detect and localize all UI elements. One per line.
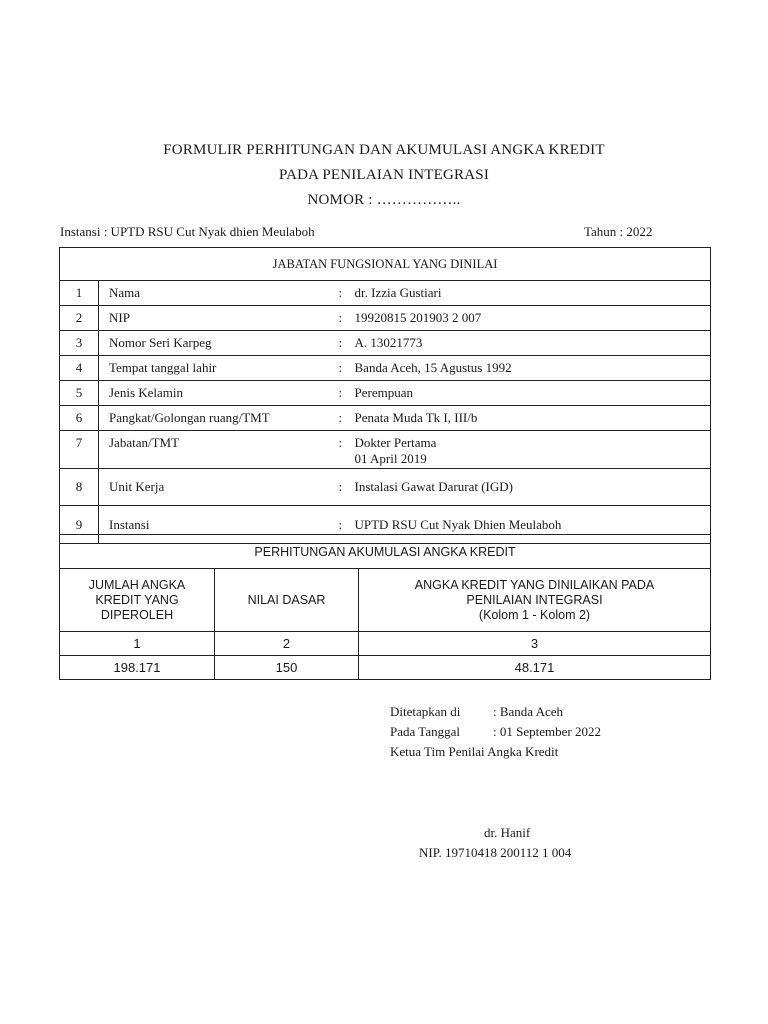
row-value: : 19920815 201903 2 007 bbox=[339, 306, 711, 331]
value-row bbox=[60, 656, 711, 680]
row-value-text-2: 01 April 2019 bbox=[354, 451, 427, 466]
tanggal-label: Pada Tanggal bbox=[390, 724, 460, 739]
col-header-line: PENILAIAN INTEGRASI bbox=[466, 592, 603, 607]
row-value: : Penata Muda Tk I, III/b bbox=[339, 406, 711, 431]
tanggal-line bbox=[390, 724, 601, 740]
row-value: : UPTD RSU Cut Nyak Dhien Meulaboh bbox=[339, 506, 711, 544]
col-header-jumlah bbox=[60, 569, 215, 632]
table-row bbox=[60, 381, 711, 406]
row-label: Instansi bbox=[99, 506, 339, 544]
ditetapkan-line bbox=[390, 704, 563, 720]
column-number: 3 bbox=[359, 632, 711, 656]
table-row bbox=[60, 281, 711, 306]
row-value: : Dokter Pertama 01 April 2019 bbox=[339, 431, 711, 469]
signer-role: Ketua Tim Penilai Angka Kredit bbox=[390, 744, 559, 759]
column-number: 2 bbox=[215, 632, 359, 656]
col-header-angka-kredit bbox=[359, 569, 711, 632]
row-number: 8 bbox=[60, 469, 99, 506]
credit-table bbox=[59, 534, 711, 680]
row-label: Nama bbox=[99, 281, 339, 306]
col-header-line: ANGKA KREDIT YANG DINILAIKAN PADA bbox=[414, 577, 655, 592]
value-jumlah: 198.171 bbox=[60, 656, 215, 680]
row-label: Jenis Kelamin bbox=[99, 381, 339, 406]
value-angka-kredit: 48.171 bbox=[359, 656, 711, 680]
col-header-line: (Kolom 1 - Kolom 2) bbox=[478, 607, 591, 622]
row-label: Nomor Seri Karpeg bbox=[99, 331, 339, 356]
table-row bbox=[60, 431, 711, 469]
row-value-text: A. 13021773 bbox=[354, 335, 423, 350]
column-number-row bbox=[60, 632, 711, 656]
row-value: : Instalasi Gawat Darurat (IGD) bbox=[339, 469, 711, 506]
row-label: Tempat tanggal lahir bbox=[99, 356, 339, 381]
tahun-line: Tahun : 2022 bbox=[584, 224, 653, 239]
row-number: 9 bbox=[60, 506, 99, 544]
row-value-text: dr. Izzia Gustiari bbox=[354, 285, 442, 300]
column-number: 1 bbox=[60, 632, 215, 656]
form-title-line1: FORMULIR PERHITUNGAN DAN AKUMULASI ANGKA KREDIT bbox=[163, 142, 605, 158]
col-header-line: JUMLAH ANGKA bbox=[88, 577, 186, 592]
credit-table-heading: PERHITUNGAN AKUMULASI ANGKA KREDIT bbox=[60, 535, 711, 569]
row-number: 4 bbox=[60, 356, 99, 381]
ditetapkan-label: Ditetapkan di bbox=[390, 704, 461, 719]
row-number: 1 bbox=[60, 281, 99, 306]
row-number: 6 bbox=[60, 406, 99, 431]
form-title-line2: PADA PENILAIAN INTEGRASI bbox=[278, 167, 490, 183]
row-value-text: Instalasi Gawat Darurat (IGD) bbox=[354, 479, 513, 494]
row-label: Pangkat/Golongan ruang/TMT bbox=[99, 406, 339, 431]
row-value: : A. 13021773 bbox=[339, 331, 711, 356]
instansi-line: Instansi : UPTD RSU Cut Nyak dhien Meulaboh bbox=[60, 224, 315, 239]
table-row bbox=[60, 306, 711, 331]
row-value-text: Penata Muda Tk I, III/b bbox=[354, 410, 478, 425]
col-header-line: DIPEROLEH bbox=[100, 607, 174, 622]
table-row bbox=[60, 331, 711, 356]
row-value-text: UPTD RSU Cut Nyak Dhien Meulaboh bbox=[354, 516, 562, 532]
row-label: NIP bbox=[99, 306, 339, 331]
row-value: : Perempuan bbox=[339, 381, 711, 406]
row-value-text: Perempuan bbox=[354, 385, 413, 400]
identity-table-heading: JABATAN FUNGSIONAL YANG DINILAI bbox=[60, 248, 711, 281]
signer-nip: NIP. 19710418 200112 1 004 bbox=[419, 845, 572, 860]
row-number: 7 bbox=[60, 431, 99, 469]
row-value-text: Dokter Pertama bbox=[354, 435, 437, 450]
col-header-line: KREDIT YANG bbox=[95, 592, 179, 607]
identity-table bbox=[59, 247, 711, 544]
row-value-text: 19920815 201903 2 007 bbox=[354, 310, 482, 325]
row-value-text: Banda Aceh, 15 Agustus 1992 bbox=[354, 360, 512, 375]
table-row bbox=[60, 469, 711, 506]
row-label: Unit Kerja bbox=[99, 469, 339, 506]
col-header-nilai-dasar: NILAI DASAR bbox=[215, 569, 359, 632]
value-nilai-dasar: 150 bbox=[215, 656, 359, 680]
row-value: : Banda Aceh, 15 Agustus 1992 bbox=[339, 356, 711, 381]
row-value: : dr. Izzia Gustiari bbox=[339, 281, 711, 306]
table-row bbox=[60, 406, 711, 431]
row-number: 2 bbox=[60, 306, 99, 331]
tanggal-value: : 01 September 2022 bbox=[493, 724, 601, 739]
form-number: NOMOR : …………….. bbox=[307, 192, 461, 208]
ditetapkan-value: : Banda Aceh bbox=[493, 704, 564, 719]
row-number: 3 bbox=[60, 331, 99, 356]
row-label: Jabatan/TMT bbox=[99, 431, 339, 469]
row-number: 5 bbox=[60, 381, 99, 406]
table-row bbox=[60, 356, 711, 381]
signer-name: dr. Hanif bbox=[484, 825, 531, 840]
